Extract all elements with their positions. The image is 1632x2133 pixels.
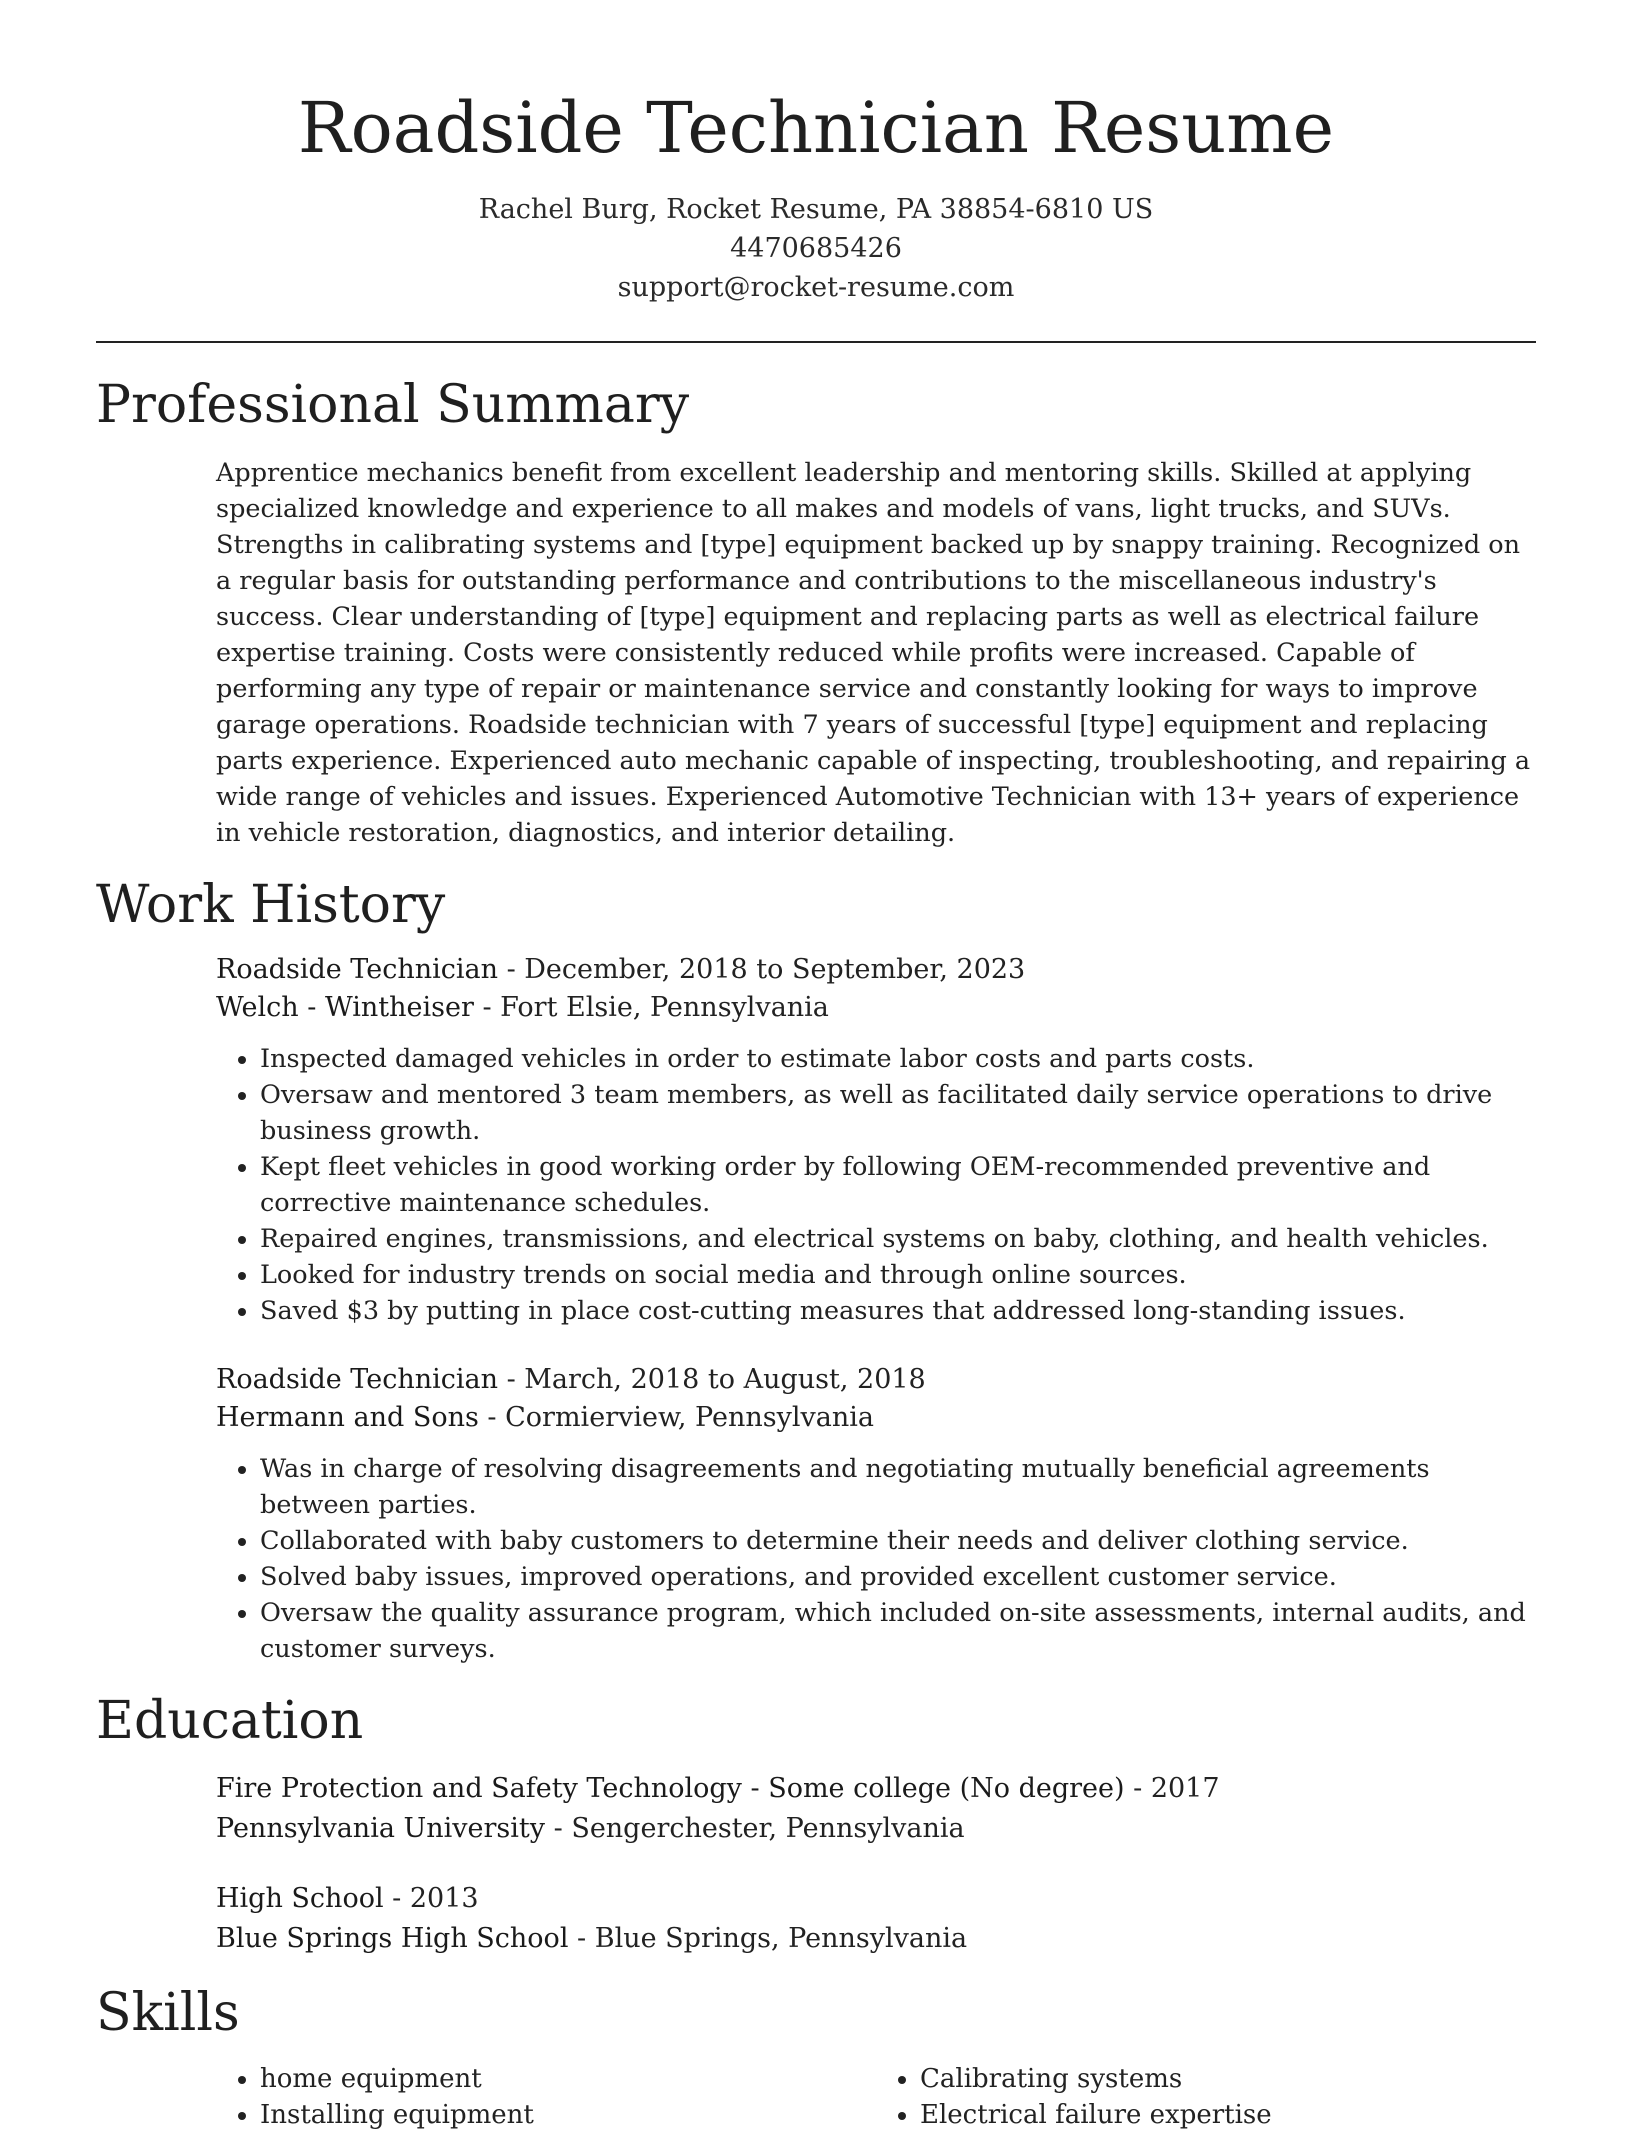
job-bullet: • Repaired engines, transmissions, and electrical systems on baby, clothing, and health vehicles. bbox=[260, 1221, 1536, 1257]
job-bullet: • Solved baby issues, improved operations, and provided excellent customer service. bbox=[260, 1559, 1536, 1595]
skill-item: • Calibrating systems bbox=[920, 2061, 1536, 2097]
job-bullet: • Oversaw and mentored 3 team members, as well as facilitated daily service operations to drive business growth. bbox=[260, 1077, 1536, 1149]
job-bullets bbox=[216, 1451, 1536, 1667]
summary-heading: Professional Summary bbox=[96, 375, 690, 435]
job-title-line bbox=[216, 951, 1536, 989]
resume-header bbox=[96, 0, 1536, 307]
job-bullet: • Inspected damaged vehicles in order to estimate labor costs and parts costs. bbox=[260, 1041, 1536, 1077]
skill-item: • home equipment bbox=[260, 2061, 876, 2097]
education-entry bbox=[216, 1769, 1536, 1849]
skill-item: • Installing equipment bbox=[260, 2097, 876, 2133]
job-company-line bbox=[216, 1399, 1536, 1437]
education-location: - Sengerchester, Pennsylvania bbox=[545, 1813, 965, 1844]
job-title: Roadside Technician bbox=[216, 954, 498, 985]
job-location: - Fort Elsie, Pennsylvania bbox=[473, 992, 829, 1023]
education-school-line bbox=[216, 1809, 1536, 1849]
education-entry bbox=[216, 1879, 1536, 1959]
education-heading: Education bbox=[96, 1691, 364, 1751]
skills-column-right bbox=[876, 2061, 1536, 2133]
contact-block bbox=[96, 190, 1536, 307]
job-title-line bbox=[216, 1361, 1536, 1399]
work-history-heading: Work History bbox=[96, 875, 446, 935]
job-bullet: • Oversaw the quality assurance program, which included on-site assessments, internal audits, and customer surveys. bbox=[260, 1595, 1536, 1667]
skills-section bbox=[96, 1981, 1536, 2133]
job-bullet: • Collaborated with baby customers to determine their needs and deliver clothing service. bbox=[260, 1523, 1536, 1559]
job-location: - Cormierview, Pennsylvania bbox=[478, 1402, 874, 1433]
page-title: Roadside Technician Resume bbox=[297, 87, 1335, 169]
job-bullets bbox=[216, 1041, 1536, 1329]
skill-item: • Electrical failure expertise bbox=[920, 2097, 1536, 2133]
summary-text: Apprentice mechanics benefit from excellent leadership and mentoring skills. Skilled at applying specialized knowledge and experience to all makes and models of vans, light trucks, and SUVs. Strengths in calibrating systems and [type] equipment backed up by snappy training. Recognized on a regular basis for outstanding performance and contributions to the miscellaneous industry's success. Clear understanding of [type] equipment and replacing parts as well as electrical failure expertise training. Costs were consistently reduced while profits were increased. Capable of performing any type of repair or maintenance service and constantly looking for ways to improve garage operations. Roadside technician with 7 years of successful [type] equipment and replacing parts experience. Experienced auto mechanic capable of inspecting, troubleshooting, and repairing a wide range of vehicles and issues. Experienced Automotive Technician with 13+ years of experience in vehicle restoration, diagnostics, and interior detailing. bbox=[216, 458, 1531, 848]
education-program-line bbox=[216, 1879, 1536, 1919]
education-program-line bbox=[216, 1769, 1536, 1809]
education-school: Pennsylvania University bbox=[216, 1813, 546, 1844]
education-program: Fire Protection and Safety Technology - Some college (No degree) bbox=[216, 1773, 1125, 1804]
job-bullet: • Saved $3 by putting in place cost-cutting measures that addressed long-standing issues. bbox=[260, 1293, 1536, 1329]
contact-email: support@rocket-resume.com bbox=[617, 272, 1015, 303]
job-dates: - March, 2018 to August, 2018 bbox=[497, 1364, 926, 1395]
contact-phone: 4470685426 bbox=[730, 233, 902, 264]
skills-heading: Skills bbox=[96, 1983, 240, 2043]
education-school-line bbox=[216, 1919, 1536, 1959]
job-entry bbox=[216, 951, 1536, 1329]
skills-grid bbox=[216, 2061, 1536, 2133]
work-history-section bbox=[96, 873, 1536, 1667]
job-company-line bbox=[216, 989, 1536, 1027]
header-divider bbox=[96, 341, 1536, 343]
education-year: - 2013 bbox=[383, 1883, 479, 1914]
job-bullet: • Was in charge of resolving disagreements and negotiating mutually beneficial agreements between parties. bbox=[260, 1451, 1536, 1523]
education-location: - Blue Springs, Pennsylvania bbox=[568, 1923, 968, 1954]
education-section bbox=[96, 1689, 1536, 1959]
job-dates: - December, 2018 to September, 2023 bbox=[497, 954, 1026, 985]
job-company: Welch - Wintheiser bbox=[216, 992, 474, 1023]
job-entry bbox=[216, 1361, 1536, 1667]
job-company: Hermann and Sons bbox=[216, 1402, 479, 1433]
education-school: Blue Springs High School bbox=[216, 1923, 569, 1954]
education-year: - 2017 bbox=[1124, 1773, 1220, 1804]
education-program: High School bbox=[216, 1883, 384, 1914]
job-title: Roadside Technician bbox=[216, 1364, 498, 1395]
summary-section bbox=[96, 373, 1536, 851]
skills-column-left bbox=[216, 2061, 876, 2133]
contact-address: Rachel Burg, Rocket Resume, PA 38854-6810 US bbox=[478, 194, 1154, 225]
job-bullet: • Kept fleet vehicles in good working order by following OEM-recommended preventive and corrective maintenance schedules. bbox=[260, 1149, 1536, 1221]
job-bullet: • Looked for industry trends on social media and through online sources. bbox=[260, 1257, 1536, 1293]
